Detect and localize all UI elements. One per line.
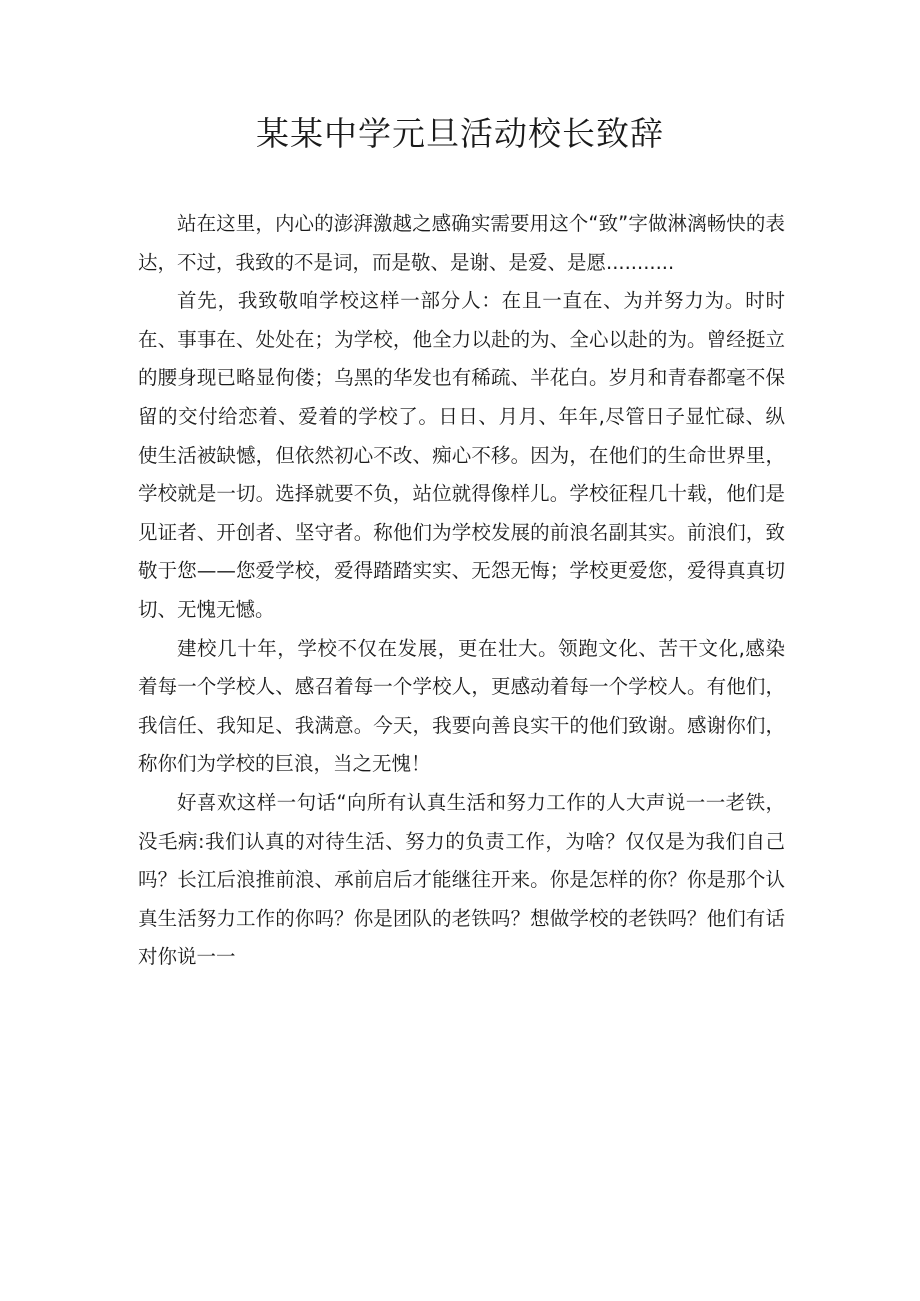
- paragraph: 站在这里，内心的澎湃激越之感确实需要用这个“致”字做淋漓畅快的表达，不过，我致的不是词，而是敬、是谢、是爱、是愿...........: [138, 212, 785, 274]
- paragraph: 建校几十年，学校不仅在发展，更在壮大。领跑文化、苦干文化,感染着每一个学校人、感召着每一个学校人，更感动着每一个学校人。有他们，我信任、我知足、我满意。今天，我要向善良实干的他们致谢。感谢你们，称你们为学校的巨浪，当之无愧！: [138, 636, 785, 776]
- document-title: 某某中学元旦活动校长致辞: [256, 114, 664, 153]
- paragraph: 好喜欢这样一句话“向所有认真生活和努力工作的人大声说一一老铁，没毛病:我们认真的对待生活、努力的负责工作，为啥？仅仅是为我们自己吗？长江后浪推前浪、承前启后才能继往开来。你是怎样的你？你是那个认真生活努力工作的你吗？你是团队的老铁吗？想做学校的老铁吗？他们有话对你说一一: [138, 790, 785, 969]
- document-body: [138, 205, 785, 977]
- paragraph: 首先，我致敬咱学校这样一部分人：在且一直在、为并努力为。时时在、事事在、处处在；为学校，他全力以赴的为、全心以赴的为。曾经挺立的腰身现已略显佝偻；乌黑的华发也有稀疏、半花白。岁月和青春都毫不保留的交付给恋着、爱着的学校了。日日、月月、年年,尽管日子显忙碌、纵使生活被缺憾，但依然初心不改、痴心不移。因为，在他们的生命世界里，学校就是一切。选择就要不负，站位就得像样儿。学校征程几十载，他们是见证者、开创者、坚守者。称他们为学校发展的前浪名副其实。前浪们，致敬于您——您爱学校，爱得踏踏实实、无怨无悔；学校更爱您，爱得真真切切、无愧无憾。: [138, 289, 785, 621]
